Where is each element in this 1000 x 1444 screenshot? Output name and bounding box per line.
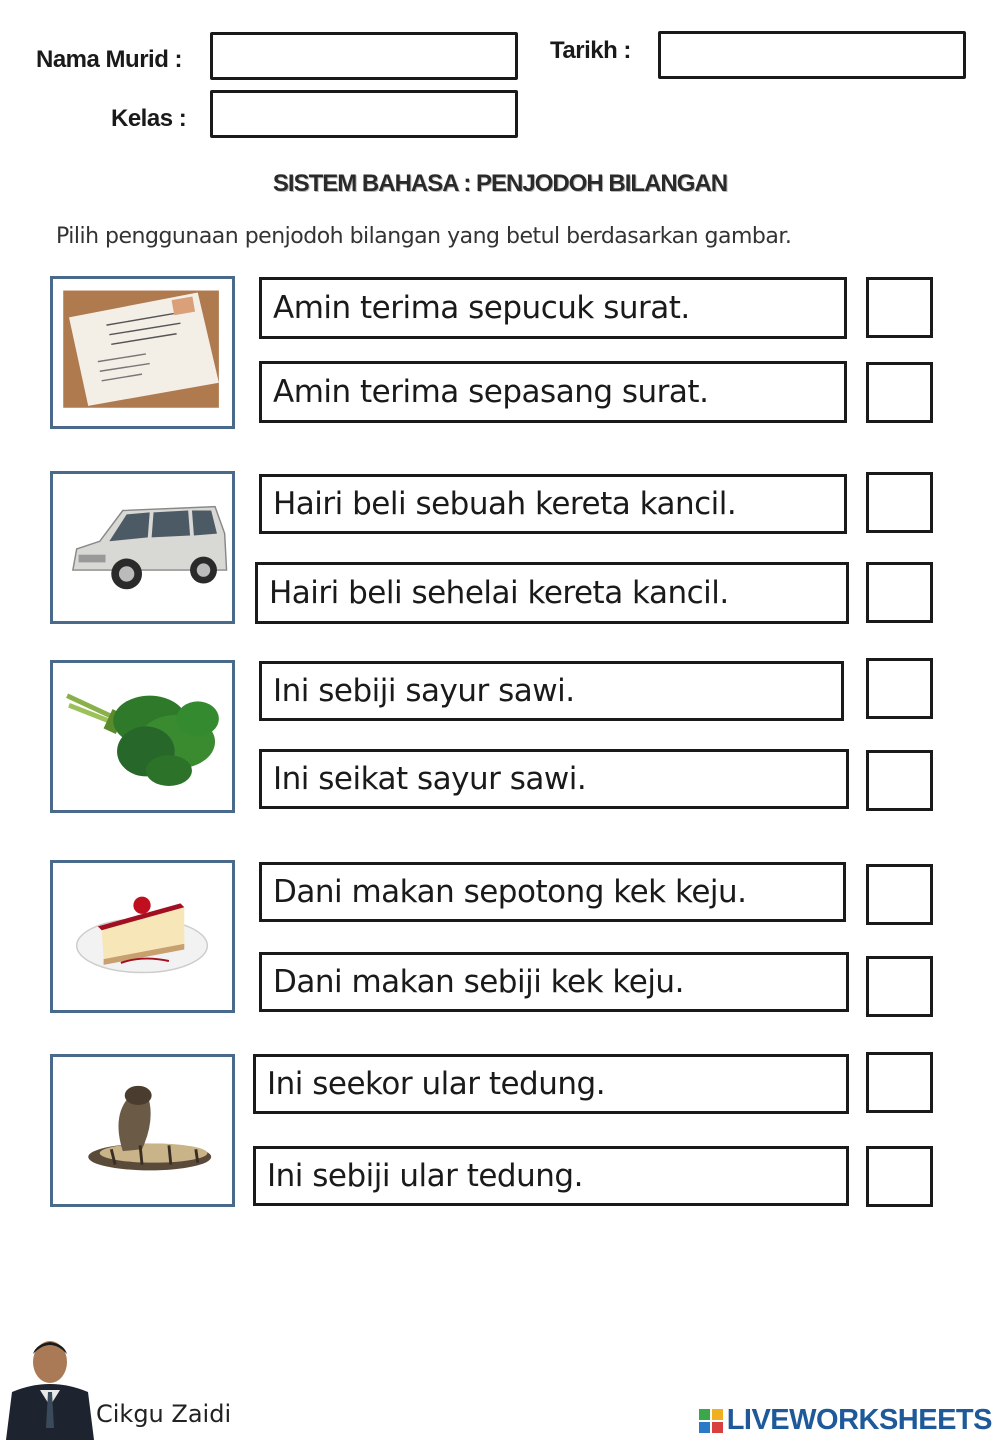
option-q2-b: Hairi beli sehelai kereta kancil. — [255, 562, 849, 624]
checkbox-q2-a[interactable] — [866, 472, 933, 533]
cobra-picture — [50, 1054, 235, 1207]
cheesecake-icon — [53, 863, 232, 1010]
author-name: Cikgu Zaidi — [96, 1400, 232, 1428]
cobra-icon — [53, 1057, 232, 1204]
option-q1-b: Amin terima sepasang surat. — [259, 361, 847, 423]
checkbox-q5-a[interactable] — [866, 1052, 933, 1113]
date-label: Tarikh : — [550, 37, 631, 64]
student-name-label: Nama Murid : — [36, 46, 183, 73]
option-q4-a: Dani makan sepotong kek keju. — [259, 862, 846, 922]
option-q5-a: Ini seekor ular tedung. — [253, 1054, 849, 1114]
class-field[interactable] — [210, 90, 518, 138]
instruction-text: Pilih penggunaan penjodoh bilangan yang betul berdasarkan gambar. — [56, 224, 792, 249]
option-q1-a: Amin terima sepucuk surat. — [259, 277, 847, 339]
brand-logo[interactable] — [698, 1404, 992, 1437]
car-picture — [50, 471, 235, 624]
checkbox-q4-a[interactable] — [866, 864, 933, 925]
checkbox-q3-a[interactable] — [866, 658, 933, 719]
checkbox-q5-b[interactable] — [866, 1146, 933, 1207]
worksheet-title: SISTEM BAHASA : PENJODOH BILANGAN — [272, 170, 728, 197]
envelope-icon — [53, 279, 232, 426]
option-q2-a: Hairi beli sebuah kereta kancil. — [259, 474, 847, 534]
option-q3-a: Ini sebiji sayur sawi. — [259, 661, 844, 721]
option-q4-b: Dani makan sebiji kek keju. — [259, 952, 849, 1012]
checkbox-q2-b[interactable] — [866, 562, 933, 623]
brand-text: LIVEWORKSHEETS — [726, 1404, 992, 1436]
checkbox-q1-a[interactable] — [866, 277, 933, 338]
author-avatar — [4, 1328, 96, 1440]
liveworksheets-icon — [698, 1408, 724, 1434]
checkbox-q4-b[interactable] — [866, 956, 933, 1017]
mustard-greens-icon — [53, 663, 232, 810]
checkbox-q3-b[interactable] — [866, 750, 933, 811]
date-field[interactable] — [658, 31, 966, 79]
option-q3-b: Ini seikat sayur sawi. — [259, 749, 849, 809]
checkbox-q1-b[interactable] — [866, 362, 933, 423]
student-name-field[interactable] — [210, 32, 518, 80]
option-q5-b: Ini sebiji ular tedung. — [253, 1146, 849, 1206]
class-label: Kelas : — [111, 105, 187, 132]
greens-picture — [50, 660, 235, 813]
cheesecake-picture — [50, 860, 235, 1013]
car-icon — [53, 474, 232, 621]
envelope-picture — [50, 276, 235, 429]
